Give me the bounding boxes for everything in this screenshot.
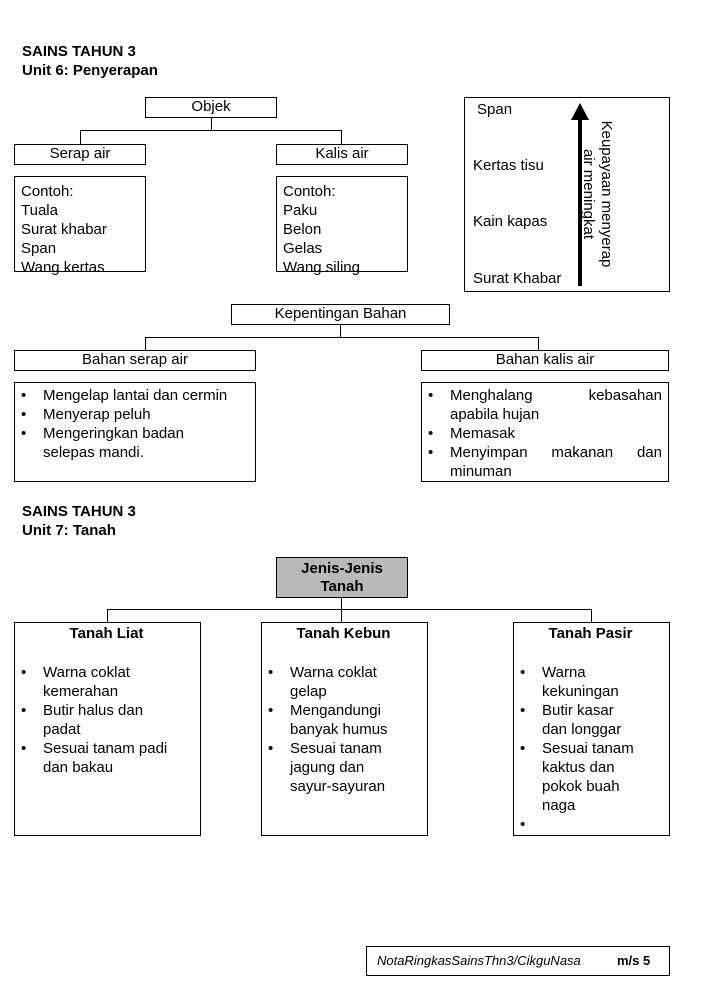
use-item: • Menghalang kebasahan apabila hujan: [424, 386, 662, 424]
soil-point: • Mengandungi banyak humus: [264, 701, 404, 739]
example-item: Surat khabar: [21, 221, 107, 238]
objek-label: Objek: [191, 98, 231, 115]
use-item: • Menyimpan makanan dan minuman: [424, 443, 662, 481]
bahan-serap-box: [14, 350, 256, 371]
scale-item: Kain kapas: [473, 213, 548, 230]
bahan-kalis-box: [421, 350, 669, 371]
kalis-uses-box: [421, 382, 669, 482]
connector: [538, 337, 539, 350]
example-item: Tuala: [21, 202, 58, 219]
connector: [341, 598, 342, 609]
connector: [341, 609, 342, 622]
scale-caption-line1: Keupayaan menyerap: [598, 120, 615, 268]
objek-box: [145, 97, 277, 118]
kepentingan-box: [231, 304, 450, 325]
connector: [80, 130, 81, 144]
serap-air-box: [14, 144, 146, 165]
soil-box-kebun: [261, 622, 428, 836]
connector: [145, 337, 539, 338]
soil-types-root: [276, 557, 408, 598]
unit7-subtitle: Unit 7: Tanah: [22, 522, 116, 539]
kalis-air-label: Kalis air: [315, 145, 369, 162]
example-item: Span: [21, 240, 57, 257]
example-item: Paku: [283, 202, 318, 219]
use-item: • Mengelap lantai dan cermin: [17, 386, 251, 405]
example-item: Belon: [283, 221, 322, 238]
kalis-examples-box: [276, 176, 408, 276]
connector: [211, 118, 212, 130]
use-item: • Menyerap peluh: [17, 405, 251, 424]
soil-point: • Sesuai tanam kaktus dan pokok buah naga: [516, 739, 641, 815]
scale-item: Surat Khabar: [473, 270, 562, 287]
footer-box: [366, 946, 670, 976]
connector: [107, 609, 592, 610]
soil-point: • Butir halus dan padat: [17, 701, 177, 739]
footer-source: NotaRingkasSainsThn3/CikguNasa: [377, 953, 581, 968]
example-item: Contoh:: [283, 183, 336, 200]
soil-point: • Warna coklat kemerahan: [17, 663, 177, 701]
connector: [107, 609, 108, 622]
use-item: • Memasak: [424, 424, 662, 443]
example-item: Wang siling: [283, 259, 360, 276]
page-number: m/s 5: [617, 953, 651, 968]
bahan-kalis-label: Bahan kalis air: [495, 351, 595, 368]
use-item: • Mengeringkan badan selepas mandi.: [17, 424, 213, 462]
scale-caption-line2: air meningkat: [580, 148, 597, 240]
soil-name: Tanah Kebun: [296, 625, 391, 642]
soil-point: • Sesuai tanam padi dan bakau: [17, 739, 177, 777]
serap-uses-box: [14, 382, 256, 482]
bahan-serap-label: Bahan serap air: [82, 351, 188, 368]
connector: [341, 130, 342, 144]
soil-point: [516, 815, 641, 834]
soil-point: • Butir kasar dan longgar: [516, 701, 641, 739]
soil-name: Tanah Liat: [69, 625, 144, 642]
soil-box-pasir: [513, 622, 670, 836]
unit7-title: SAINS TAHUN 3: [22, 503, 136, 520]
scale-item: Kertas tisu: [473, 157, 544, 174]
connector: [80, 130, 342, 131]
kalis-air-box: [276, 144, 408, 165]
unit6-title: SAINS TAHUN 3: [22, 43, 136, 60]
connector: [340, 325, 341, 337]
connector: [591, 609, 592, 622]
soil-types-label: Jenis-Jenis Tanah: [301, 560, 383, 595]
soil-point: • Sesuai tanam jagung dan sayur-sayuran: [264, 739, 404, 796]
serap-air-label: Serap air: [49, 145, 111, 162]
absorbency-scale: [464, 97, 670, 292]
unit6-subtitle: Unit 6: Penyerapan: [22, 62, 158, 79]
example-item: Gelas: [283, 240, 323, 257]
connector: [145, 337, 146, 350]
soil-point: • Warna kekuningan: [516, 663, 641, 701]
scale-item: Span: [477, 101, 513, 118]
soil-box-liat: [14, 622, 201, 836]
example-item: Wang kertas: [21, 259, 105, 276]
serap-examples-box: [14, 176, 146, 276]
kepentingan-label: Kepentingan Bahan: [274, 305, 407, 322]
soil-name: Tanah Pasir: [548, 625, 633, 642]
example-item: Contoh:: [21, 183, 74, 200]
soil-point: • Warna coklat gelap: [264, 663, 404, 701]
